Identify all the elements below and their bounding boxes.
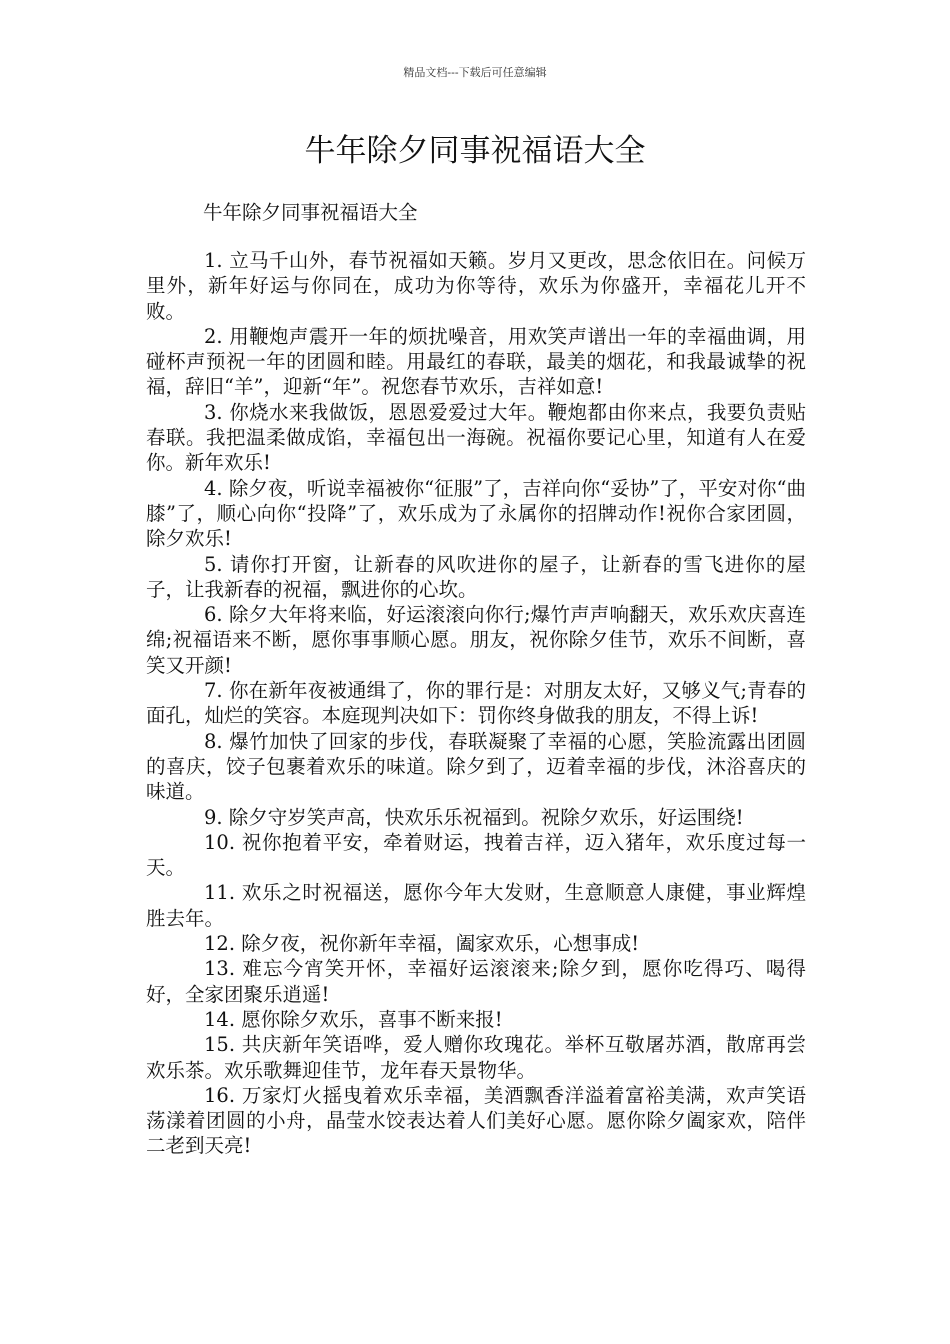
document-subtitle: 牛年除夕同事祝福语大全 [203,201,418,224]
paragraph-10: 10. 祝你抱着平安，牵着财运，拽着吉祥，迈入猪年，欢乐度过每一天。 [146,830,806,880]
paragraph-14: 14. 愿你除夕欢乐，喜事不断来报! [204,1007,503,1031]
document-title: 牛年除夕同事祝福语大全 [304,133,646,169]
paragraph-8: 8. 爆竹加快了回家的步伐，春联凝聚了幸福的心愿，笑脸流露出团圆的喜庆，饺子包裹着欢乐的味道。除夕到了，迈着幸福的步伐，沐浴喜庆的味道。 [146,729,806,804]
paragraph-3: 3. 你烧水来我做饭，恩恩爱爱过大年。鞭炮都由你来点，我要负责贴春联。我把温柔做成馅，幸福包出一海碗。祝福你要记心里，知道有人在爱你。新年欢乐! [146,400,806,475]
paragraph-15: 15. 共庆新年笑语哗，爱人赠你玫瑰花。举杯互敬屠苏酒，散席再尝欢乐茶。欢乐歌舞迎佳节，龙年春天景物华。 [146,1033,806,1082]
paragraph-1: 1. 立马千山外，春节祝福如天籁。岁月又更改，思念依旧在。问候万里外，新年好运与你同在，成功为你等待，欢乐为你盛开，幸福花儿开不败。 [146,249,806,323]
paragraph-11: 11. 欢乐之时祝福送，愿你今年大发财，生意顺意人康健，事业辉煌胜去年。 [146,881,806,930]
paragraph-16: 16. 万家灯火摇曳着欢乐幸福，美酒飘香洋溢着富裕美满，欢声笑语荡漾着团圆的小舟，晶莹水饺表达着人们美好心愿。愿你除夕阖家欢，陪伴二老到天亮! [146,1083,806,1158]
paragraph-6: 6. 除夕大年将来临，好运滚滚向你行;爆竹声声响翻天，欢乐欢庆喜连绵;祝福语来不断，愿你事事顺心愿。朋友，祝你除夕佳节，欢乐不间断，喜笑又开颜! [146,603,806,677]
paragraph-2: 2. 用鞭炮声震开一年的烦扰噪音，用欢笑声谱出一年的幸福曲调，用碰杯声预祝一年的团圆和睦。用最红的春联，最美的烟花，和我最诚挚的祝福，辞旧“羊”，迎新“年”。祝您春节欢乐，吉祥如意! [146,324,806,399]
paragraph-5: 5. 请你打开窗，让新春的风吹进你的屋子，让新春的雪飞进你的屋子，让我新春的祝福，飘进你的心坎。 [146,552,806,601]
paragraph-4: 4. 除夕夜，听说幸福被你“征服”了，吉祥向你“妥协”了，平安对你“曲膝”了，顺心向你“投降”了，欢乐成为了永属你的招牌动作!祝你合家团圆，除夕欢乐! [146,476,806,551]
page-header-note: 精品文档---下载后可任意编辑 [403,66,547,79]
paragraph-12: 12. 除夕夜，祝你新年幸福，阖家欢乐，心想事成! [204,932,640,956]
paragraph-13: 13. 难忘今宵笑开怀，幸福好运滚滚来;除夕到，愿你吃得巧、喝得好，全家团聚乐逍遥! [146,957,806,1006]
paragraph-9: 9. 除夕守岁笑声高，快欢乐乐祝福到。祝除夕欢乐，好运围绕! [204,805,744,829]
paragraph-7: 7. 你在新年夜被通缉了，你的罪行是：对朋友太好，又够义气;青春的面孔，灿烂的笑容。本庭现判决如下：罚你终身做我的朋友，不得上诉! [146,679,806,728]
document-body [146,248,806,1159]
